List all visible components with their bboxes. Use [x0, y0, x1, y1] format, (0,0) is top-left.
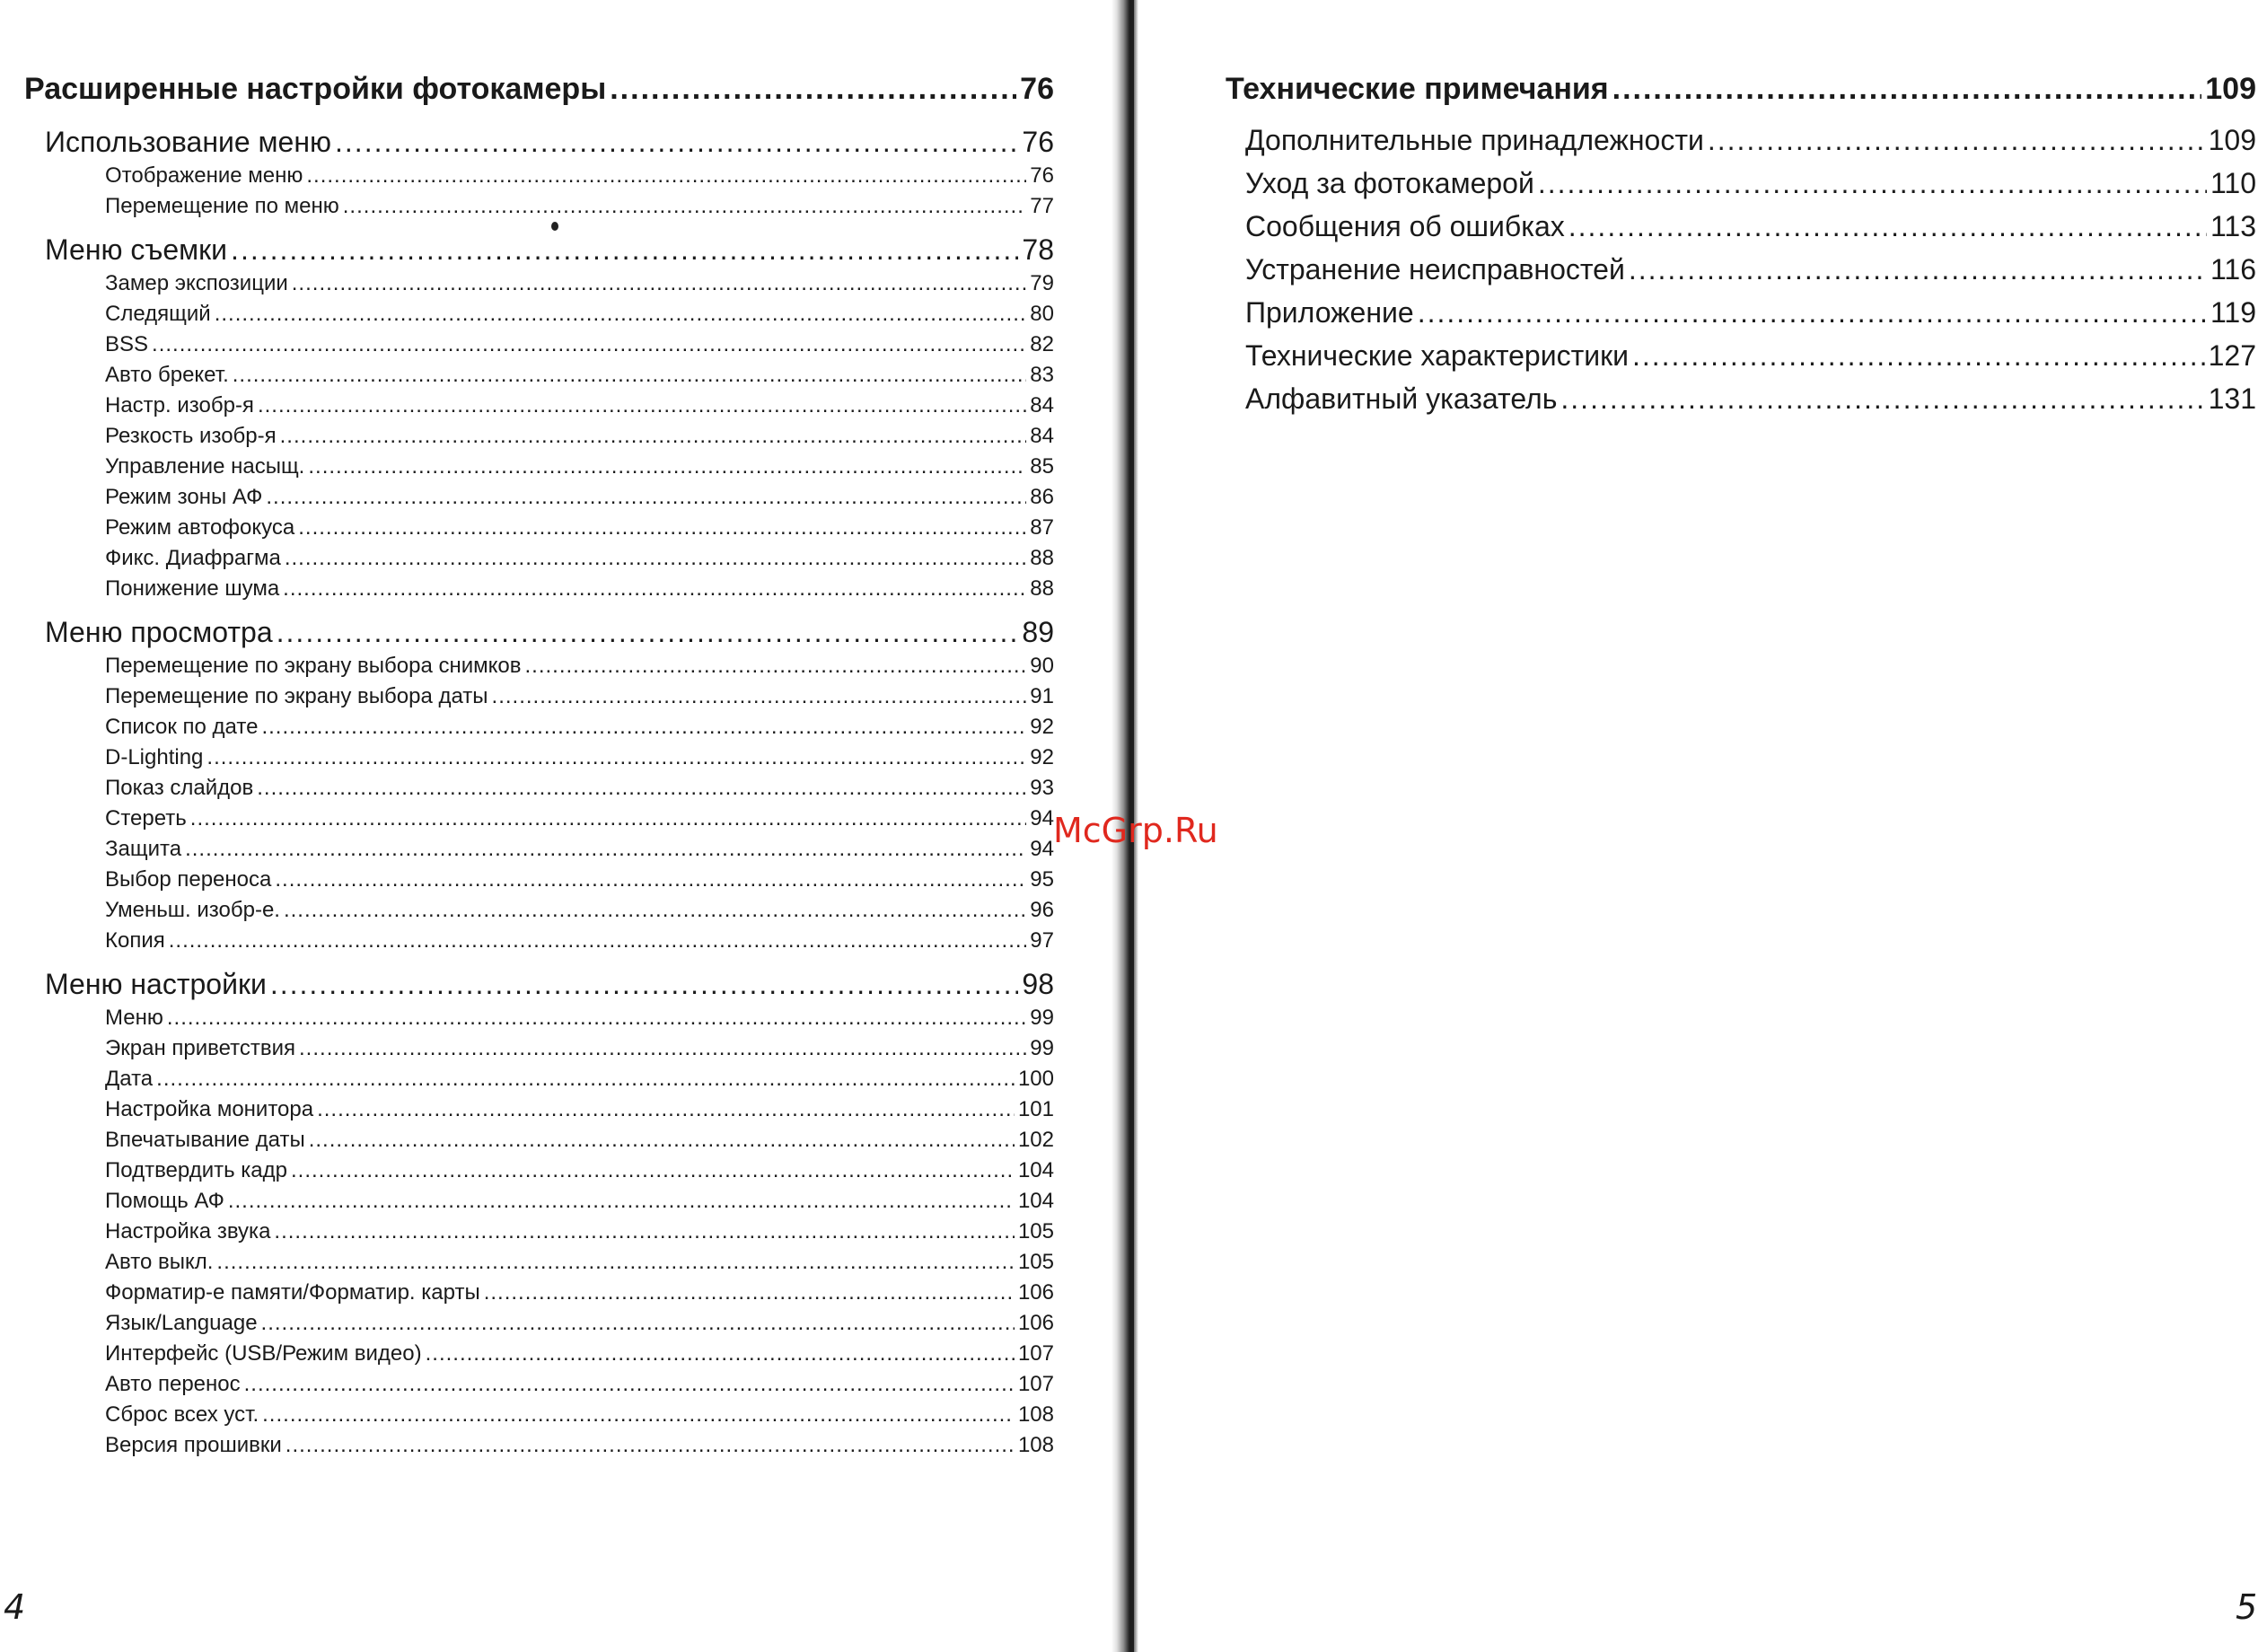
toc-leader [299, 1036, 1026, 1061]
toc-leader [274, 1219, 1015, 1244]
toc-item [105, 684, 1054, 709]
toc-page: 88 [1030, 546, 1054, 570]
toc-leader [286, 1433, 1015, 1458]
toc-item [105, 1067, 1054, 1092]
toc-item [105, 271, 1054, 296]
toc-label: Настр. изобр-я [105, 393, 254, 417]
toc-leader [285, 546, 1026, 571]
toc-page: 89 [1022, 616, 1054, 648]
toc-page: 76 [1020, 72, 1054, 106]
toc-leader [308, 454, 1026, 479]
toc-item [105, 1128, 1054, 1153]
toc-page: 76 [1022, 126, 1054, 158]
toc-leader [306, 163, 1026, 189]
toc-label: Настройка монитора [105, 1097, 314, 1121]
toc-page: 131 [2208, 382, 2256, 415]
toc-item [105, 898, 1054, 923]
toc-item [105, 867, 1054, 892]
toc-item [105, 393, 1054, 418]
toc-page: 98 [1022, 968, 1054, 1000]
toc-page: 107 [1017, 1341, 1054, 1366]
toc-leader [1708, 124, 2205, 157]
toc-label: BSS [105, 332, 149, 356]
toc-page: 106 [1017, 1311, 1054, 1335]
toc-label: Замер экспозиции [105, 271, 288, 295]
toc-label: Показ слайдов [105, 776, 254, 800]
toc-page: 80 [1030, 302, 1054, 326]
toc-leader [1629, 253, 2207, 286]
toc-label: Приложение [1245, 296, 1414, 329]
toc-label: Меню съемки [45, 233, 228, 266]
toc-leader [317, 1097, 1015, 1122]
toc-leader [216, 1250, 1015, 1275]
toc-label: Резкость изобр-я [105, 424, 277, 448]
toc-leader [167, 1006, 1026, 1031]
toc-label: D-Lighting [105, 745, 204, 769]
toc-leader [1612, 72, 2202, 107]
toc-page: 109 [2205, 72, 2256, 106]
toc-page: 106 [1017, 1280, 1054, 1305]
toc-label: Версия прошивки [105, 1433, 282, 1457]
toc-item [105, 163, 1054, 189]
toc-leader [206, 745, 1026, 770]
toc-leader [244, 1372, 1015, 1397]
toc-page: 77 [1030, 194, 1054, 218]
toc-label: Защита [105, 837, 182, 861]
toc-leader [292, 271, 1027, 296]
toc-item [105, 485, 1054, 510]
toc-leader [1538, 167, 2207, 200]
toc-leader [257, 776, 1026, 801]
toc-page: 107 [1017, 1372, 1054, 1396]
toc-label: Список по дате [105, 715, 259, 739]
toc-leader [1560, 382, 2204, 416]
toc-label: Перемещение по экрану выбора даты [105, 684, 488, 708]
toc-leader [280, 424, 1027, 449]
toc-item [105, 745, 1054, 770]
toc-item [1245, 296, 2256, 330]
toc-page: 104 [1017, 1189, 1054, 1213]
toc-item [105, 1372, 1054, 1397]
toc-label: Настройка звука [105, 1219, 271, 1243]
toc-leader [270, 968, 1019, 1001]
toc-page: 109 [2208, 124, 2256, 156]
toc-item [105, 363, 1054, 388]
toc-page: 110 [2210, 167, 2256, 199]
toc-page: 104 [1017, 1158, 1054, 1182]
toc-label: Авто брекет. [105, 363, 229, 387]
toc-page: 85 [1030, 454, 1054, 479]
toc-leader [1568, 210, 2207, 243]
toc-label: Авто перенос [105, 1372, 241, 1396]
toc-subsection [45, 233, 1054, 267]
toc-item [105, 424, 1054, 449]
toc-label: Расширенные настройки фотокамеры [24, 72, 607, 106]
toc-item [1245, 210, 2256, 243]
toc-label: Режим зоны АФ [105, 485, 263, 509]
toc-label: Экран приветствия [105, 1036, 296, 1060]
toc-item [105, 1280, 1054, 1305]
toc-page: 86 [1030, 485, 1054, 509]
toc-label: Помощь АФ [105, 1189, 224, 1213]
toc-page: 94 [1030, 806, 1054, 830]
toc-leader [261, 1311, 1015, 1336]
toc-page: 97 [1030, 928, 1054, 953]
toc-page: 78 [1022, 233, 1054, 266]
toc-page: 79 [1030, 271, 1054, 295]
toc-item [105, 1433, 1054, 1458]
toc-leader [309, 1128, 1015, 1153]
toc-item [105, 837, 1054, 862]
toc-page: 101 [1017, 1097, 1054, 1121]
toc-item [105, 302, 1054, 327]
toc-item [105, 1189, 1054, 1214]
toc-label: Управление насыщ. [105, 454, 305, 479]
toc-label: Фикс. Диафрагма [105, 546, 281, 570]
toc-label: Стереть [105, 806, 187, 830]
toc-page: 88 [1030, 576, 1054, 601]
toc-item [105, 1341, 1054, 1366]
toc-page: 116 [2210, 253, 2256, 286]
toc-leader [1418, 296, 2207, 330]
toc-item [105, 1006, 1054, 1031]
toc-item [1245, 253, 2256, 286]
toc-item [105, 776, 1054, 801]
toc-leader [262, 1402, 1015, 1428]
toc-label: Алфавитный указатель [1245, 382, 1558, 415]
toc-item [105, 1219, 1054, 1244]
toc-item [105, 806, 1054, 831]
toc-item [105, 546, 1054, 571]
toc-leader [492, 684, 1027, 709]
toc-page: 92 [1030, 745, 1054, 769]
toc-label: Технические примечания [1226, 72, 1609, 106]
toc-page: 100 [1017, 1067, 1054, 1091]
toc-leader [1632, 339, 2205, 373]
toc-label: Сброс всех уст. [105, 1402, 259, 1427]
toc-page: 105 [1017, 1250, 1054, 1274]
toc-item [105, 654, 1054, 679]
toc-page: 119 [2210, 296, 2256, 329]
toc-item [105, 715, 1054, 740]
toc-label: Меню просмотра [45, 616, 273, 648]
toc-page: 99 [1030, 1006, 1054, 1030]
toc-page: 95 [1030, 867, 1054, 892]
toc-page: 87 [1030, 515, 1054, 540]
toc-leader [277, 616, 1019, 649]
toc-item [105, 1036, 1054, 1061]
toc-leader [169, 928, 1027, 953]
toc-leader [152, 332, 1026, 357]
toc-page: 94 [1030, 837, 1054, 861]
toc-leader [335, 126, 1018, 159]
toc-leader [484, 1280, 1015, 1305]
toc-page: 93 [1030, 776, 1054, 800]
toc-leader [261, 715, 1026, 740]
toc-leader [343, 194, 1027, 219]
toc-label: Дополнительные принадлежности [1245, 124, 1704, 156]
toc-label: Интерфейс (USB/Режим видео) [105, 1341, 422, 1366]
toc-page: 113 [2210, 210, 2256, 242]
toc-leader [426, 1341, 1015, 1366]
toc-page: 76 [1030, 163, 1054, 188]
toc-subsection [45, 616, 1054, 649]
toc-label: Выбор переноса [105, 867, 272, 892]
toc-label: Сообщения об ошибках [1245, 210, 1565, 242]
toc-page: 84 [1030, 393, 1054, 417]
toc-label: Отображение меню [105, 163, 303, 188]
toc-item [105, 1097, 1054, 1122]
page-number: 5 [2236, 1587, 2258, 1627]
toc-page: 82 [1030, 332, 1054, 356]
toc-section-heading [24, 72, 1054, 107]
toc-label: Перемещение по меню [105, 194, 339, 218]
toc-leader [233, 363, 1027, 388]
toc-label: Устранение неисправностей [1245, 253, 1625, 286]
toc-label: Понижение шума [105, 576, 280, 601]
toc-leader [298, 515, 1026, 540]
toc-item [105, 1402, 1054, 1428]
toc-leader [185, 837, 1026, 862]
toc-page: 127 [2208, 339, 2256, 372]
toc-page: 84 [1030, 424, 1054, 448]
toc-label: Уход за фотокамерой [1245, 167, 1534, 199]
toc-item [105, 1311, 1054, 1336]
toc-item [1245, 124, 2256, 157]
toc-label: Впечатывание даты [105, 1128, 305, 1152]
toc-leader [275, 867, 1026, 892]
toc-leader [190, 806, 1027, 831]
toc-item [105, 332, 1054, 357]
toc-label: Подтвердить кадр [105, 1158, 287, 1182]
toc-item [105, 1250, 1054, 1275]
toc-label: Авто выкл. [105, 1250, 214, 1274]
toc-item [105, 576, 1054, 602]
toc-section-heading [1226, 72, 2256, 107]
toc-page: 92 [1030, 715, 1054, 739]
toc-label: Использование меню [45, 126, 332, 158]
toc-page: 90 [1030, 654, 1054, 678]
toc-page: 96 [1030, 898, 1054, 922]
toc-label: Следящий [105, 302, 211, 326]
toc-label: Уменьш. изобр-е. [105, 898, 280, 922]
toc-item [1245, 382, 2256, 416]
toc-item [105, 454, 1054, 479]
toc-label: Дата [105, 1067, 154, 1091]
page-number: 4 [4, 1587, 26, 1627]
toc-page: 102 [1017, 1128, 1054, 1152]
toc-leader [283, 576, 1026, 602]
toc-leader [258, 393, 1026, 418]
toc-label: Язык/Language [105, 1311, 258, 1335]
toc-label: Копия [105, 928, 165, 953]
toc-label: Форматир-е памяти/Форматир. карты [105, 1280, 480, 1305]
toc-subsection [45, 968, 1054, 1001]
toc-leader [231, 233, 1018, 267]
ink-speck [551, 222, 558, 231]
toc-label: Режим автофокуса [105, 515, 295, 540]
toc-leader [291, 1158, 1015, 1183]
toc-subsection [45, 126, 1054, 159]
toc-item [1245, 167, 2256, 200]
toc-page: 99 [1030, 1036, 1054, 1060]
toc-leader [284, 898, 1026, 923]
toc-leader [156, 1067, 1015, 1092]
toc-page: 91 [1030, 684, 1054, 708]
toc-item [105, 928, 1054, 953]
toc-page: 108 [1017, 1402, 1054, 1427]
watermark: McGrp.Ru [1053, 811, 1218, 850]
toc-page: 108 [1017, 1433, 1054, 1457]
toc-item [105, 1158, 1054, 1183]
toc-leader [215, 302, 1027, 327]
toc-item [105, 194, 1054, 219]
toc-label: Меню настройки [45, 968, 267, 1000]
toc-leader [266, 485, 1026, 510]
toc-item [1245, 339, 2256, 373]
toc-label: Меню [105, 1006, 163, 1030]
toc-leader [610, 72, 1016, 107]
toc-leader [525, 654, 1027, 679]
toc-leader [228, 1189, 1015, 1214]
toc-label: Технические характеристики [1245, 339, 1629, 372]
toc-label: Перемещение по экрану выбора снимков [105, 654, 522, 678]
toc-page: 83 [1030, 363, 1054, 387]
toc-item [105, 515, 1054, 540]
toc-page: 105 [1017, 1219, 1054, 1243]
